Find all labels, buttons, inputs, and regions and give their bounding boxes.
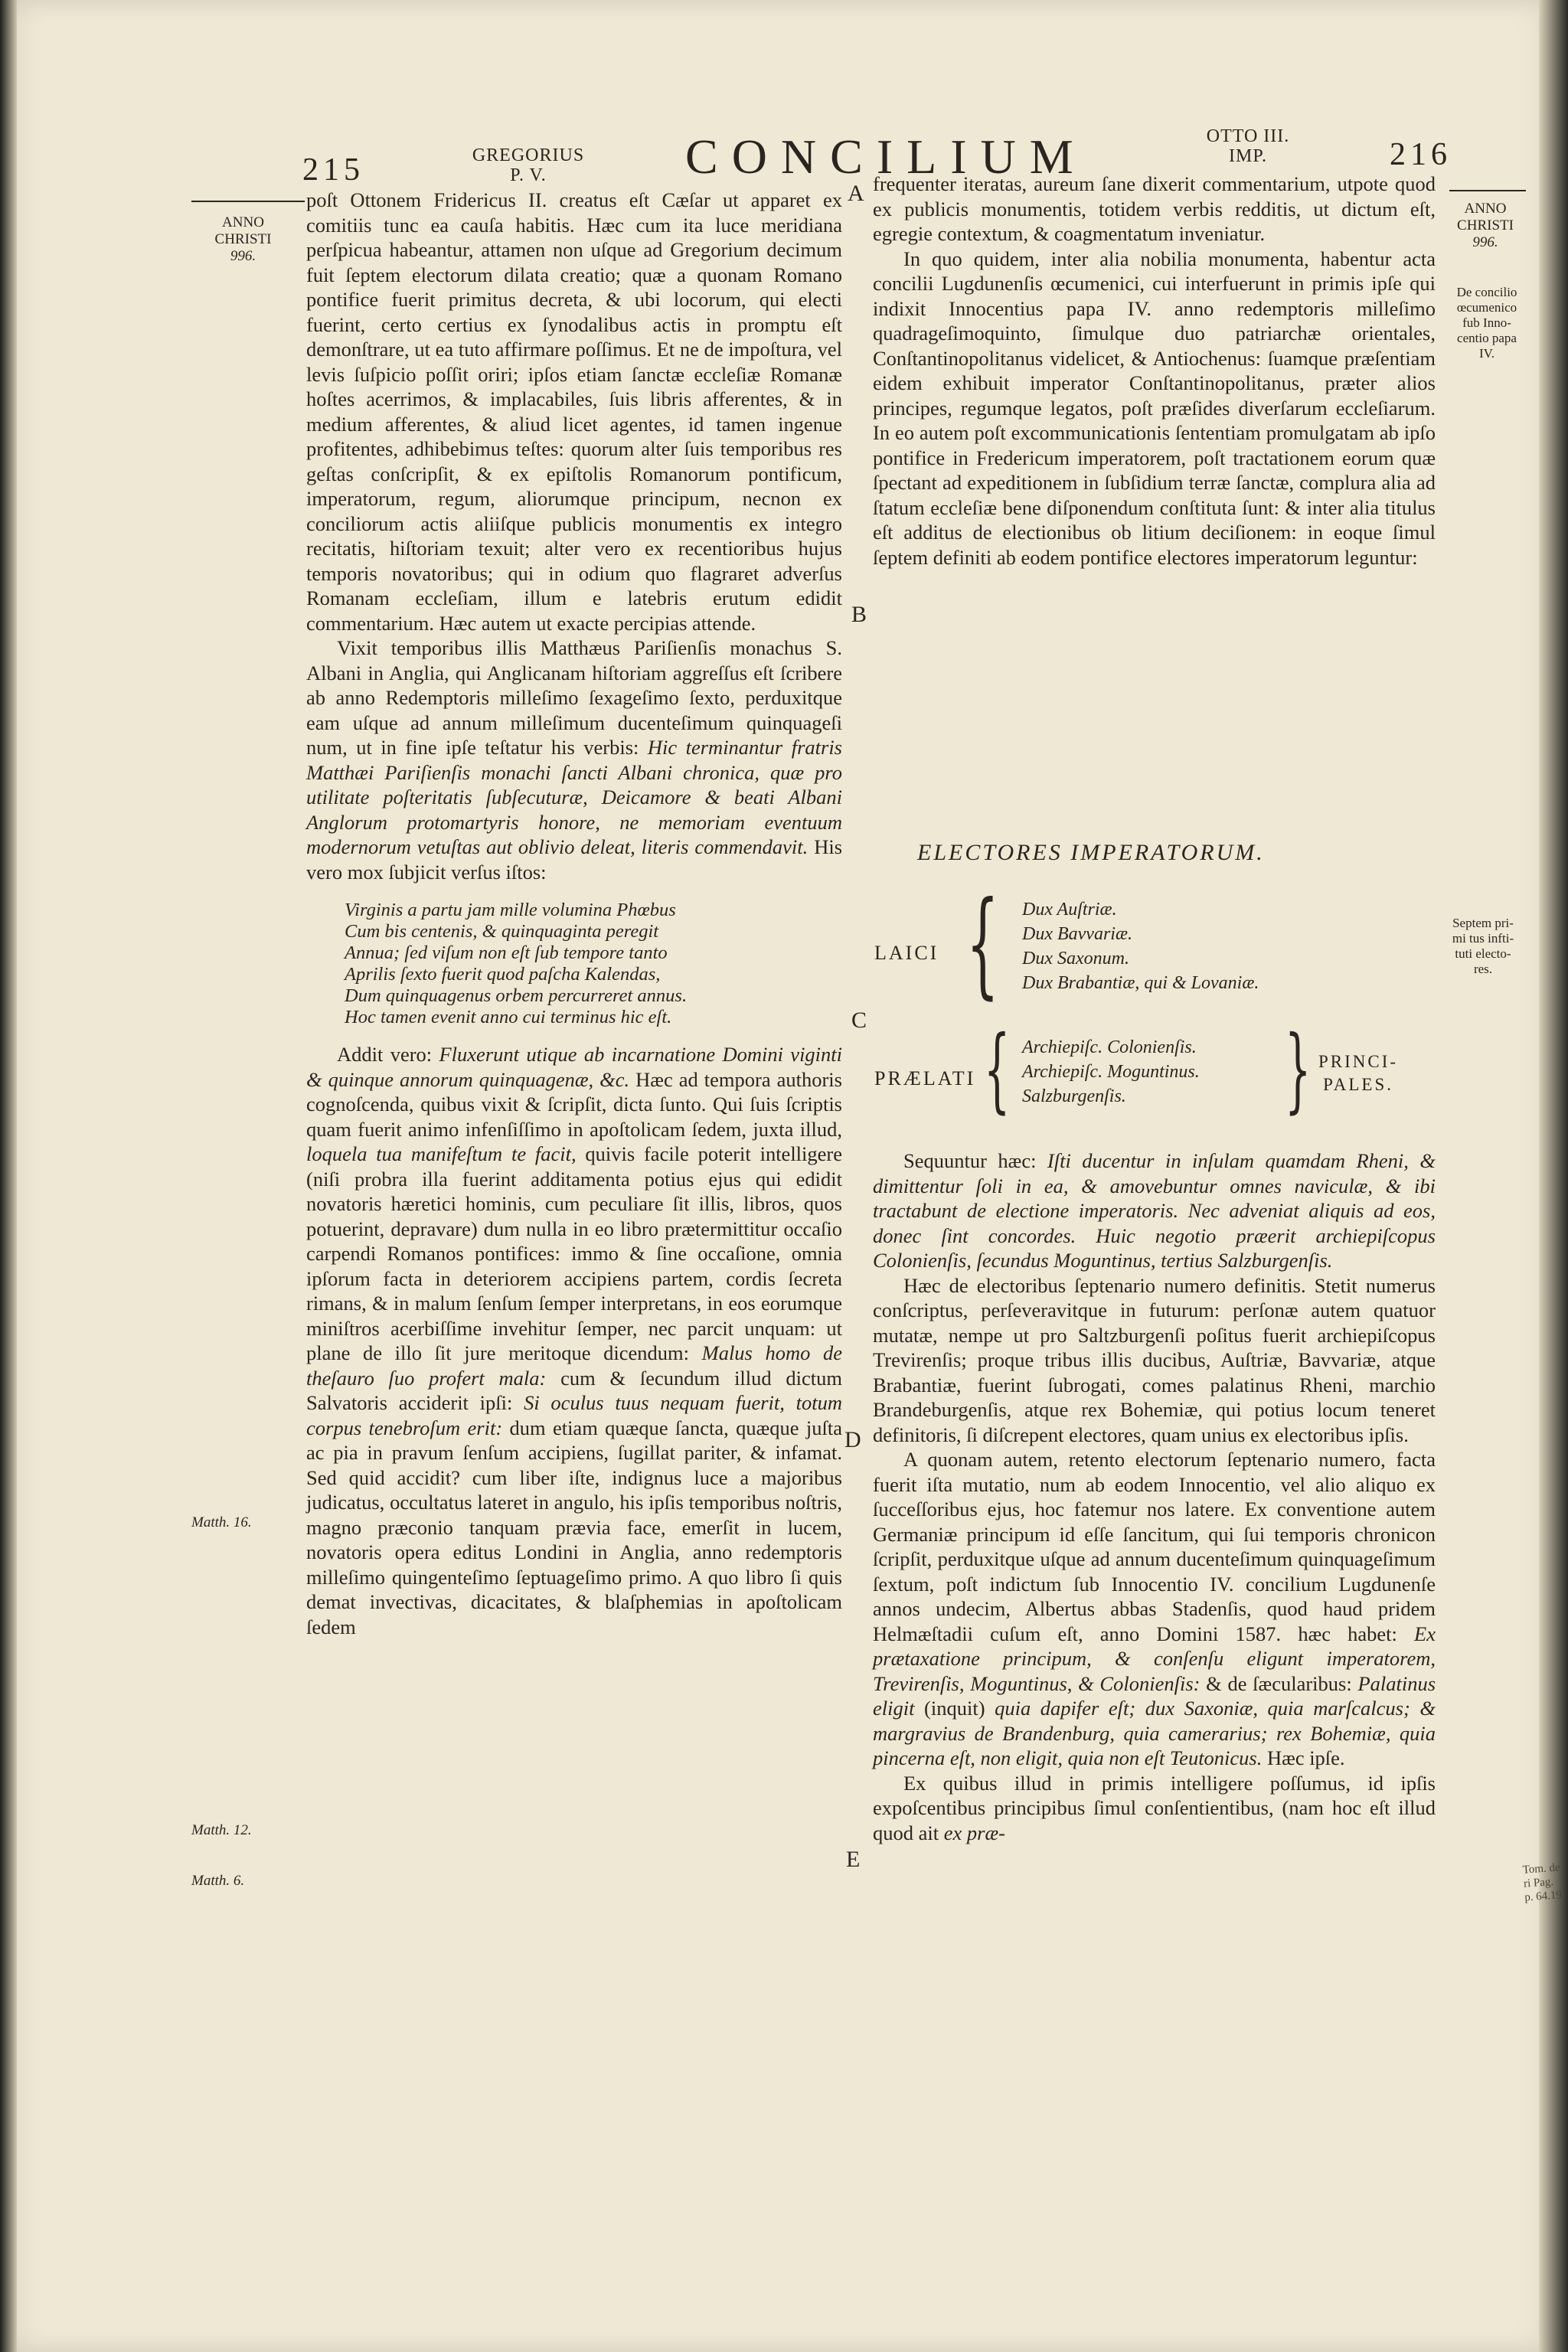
verse-line: Dum quinquagenus orbem percurreret annus. bbox=[345, 985, 688, 1006]
paragraph: In quo quidem, inter alia nobilia monumenta, habentur acta concilii Lugdunenſis œcumenici, cui interfuerunt in primis ipſe qui indixit Innocentius papa IV. anno redemptoris milleſimo quadrageſimoquinto, ſimulque duo patriarchæ orientales, Conſtantinopolitanus videlicet, & Antiochenus: ſuamque præſentiam eidem exhibuit imperator Conſtantinopolitanus, præter alios principes, regumque legatos, poſt præſides diverſarum eccleſiarum. In eo autem poſt excommunicationis ſententiam promulgatam ab ipſo pontifice in Fredericum imperatorem, poſt tractationem eorum quæ ſpectant ad expeditionem in ſubſidium terræ ſanctæ, complura alia ad ſtatum eccleſiæ bene diſponendum conſtituta ſunt: & inter alia titulus eſt additus de electionibus ob litium deciſionem: in eoque ſimul ſeptem definiti ab eodem pontifice electores imperatorum leguntur: bbox=[873, 247, 1436, 569]
running-head-right-line2: IMP. bbox=[1228, 146, 1268, 166]
quotation: Malus homo de theſauro ſuo profert mala: bbox=[306, 1341, 843, 1390]
year-line-1: ANNO bbox=[222, 214, 264, 230]
right-margin-rule bbox=[1449, 190, 1526, 191]
page-title: CONCILIUM bbox=[685, 129, 1087, 184]
text-run: Vixit temporibus illis Matthæus Pariſienſis monachus S. Albani in Anglia, qui Anglicanam hiſtoriam aggreſſus eſt ſcribere ab anno Redemptoris milleſimo ſexageſimo ſexto, perduxitque eam uſque ad annum milleſimum ducenteſimum quinquageſi num, ut in fine ipſe teſtatur his verbis: bbox=[306, 636, 842, 759]
note-line: De concilio bbox=[1456, 285, 1517, 299]
laici-label: LAICI bbox=[874, 942, 939, 964]
elector-item: Salzburgenſis. bbox=[1022, 1086, 1126, 1106]
text-run: His vero mox ſubjicit verſus iſtos: bbox=[306, 835, 843, 884]
stamp-line: ri Pag. bbox=[1523, 1875, 1554, 1890]
right-margin-note-concilium bbox=[1441, 285, 1533, 361]
quotation: Iſti ducentur in inſulam quamdam Rheni, & dimittentur ſoli in ea, & amovebuntur omnes naviculæ, & ibi tractabunt de electione imperatoris. Nec adveniat aliquis ad eos, donec ſint concordes. Huic negotio præerit archiepiſcopus Colonienſis, ſecundus Moguntinus, tertius Salzburgenſis. bbox=[873, 1149, 1436, 1272]
year-line-3: 996. bbox=[230, 248, 256, 264]
paragraph: poſt Ottonem Fridericus II. creatus eſt Cæſar ut apparet ex comitiis tunc ea cauſa habitis. Hæc cum ita luce meridiana perſpicua habeantur, attamen non uſque ad Gregorium decimum fuit ſeptem electorum dilata creatio; quæ a quonam Romano pontifice fuerit primitus decreta, & ubi locorum, qui electi fuerint, certo certius ex ſynodalibus actis in promptu eſt demonſtrare, ut ea tuto affirmare poſſimus. Et ne de impoſtura, vel levis ſuſpicio poſſit oriri; ipſos etiam ſanctæ eccleſiæ Romanæ hoſtes acerrimos, & implacabiles, ſuis libris afferentes, & in medium afferentes, & aliud licet agentes, id tamen ingenue profitentes, adhibebimus teſtes: quorum alter ſuis temporibus res geſtas conſcripſit, & ex epiſtolis Romanorum pontificum, imperatorum, regum, aliorumque principum, necnon ex conciliorum actis aliiſque publicis monumentis ex integro recitatis, hiſtoriam texuit; alter vero ex recentioribus hujus temporis novatoribus; qui in odium quo flagraret adverſus Romanam eccleſiam, illum e latebris erutum edidit commentarium. Hæc autem ut exacte percipias attende. bbox=[306, 188, 842, 635]
page-number-right: 216 bbox=[1390, 137, 1452, 172]
verse-block bbox=[345, 900, 842, 1028]
elector-item: Dux Auſtriæ. bbox=[1022, 900, 1117, 920]
note-line: œcumenico bbox=[1456, 300, 1517, 315]
section-letter-d: D bbox=[844, 1427, 861, 1452]
year-line-1: ANNO bbox=[1464, 201, 1507, 217]
laici-brace: { bbox=[966, 877, 999, 1011]
left-margin-year bbox=[207, 214, 279, 265]
text-run: (inquit) bbox=[924, 1697, 985, 1720]
elector-item: Dux Bavvariæ. bbox=[1022, 924, 1132, 944]
paragraph: Hæc de electoribus ſeptenario numero definitis. Stetit numerus conſcriptus, perſeveravitque in futurum: perſonæ autem quatuor mutatæ, nempe ut pro Saltzburgenſi poſitus fuerit archiepiſcopus Trevirenſis; proque tribus illis ducibus, Auſtriæ, Bavvariæ, atque Brabantiæ, fuerint ſubrogati, comes palatinus Rheni, marchio Brandeburgenſis, atque rex Bohemiæ, qui potius locum teneret definitoris, ſi diſcrepent electores, quam unius ex electoribus ipſis. bbox=[873, 1273, 1436, 1446]
margin-ref-matth12: Matth. 12. bbox=[191, 1822, 252, 1838]
principales-label bbox=[1318, 1050, 1398, 1096]
text-run: dum etiam quæque ſancta, quæque juſta ac pia in pravum ſenſum accipiens, ſugillat pariter, & infamat. Sed quid accidit? cum liber iſte, indignus luce a majoribus judicatus, occultatus lateret in angulo, his ipſis temporibus noſtris, magno præconio tanquam prævia face, emerſit in lucem, novatoris opera editus Londini in Anglia, anno redemptoris milleſimo quingenteſimo ſeptuageſimo primo. A quo libro ſi quis demat invectivas, dicacitates, & blaſphemias in apoſtolicam ſedem bbox=[306, 1416, 843, 1638]
verse-line: Cum bis centenis, & quinquaginta peregit bbox=[345, 921, 659, 942]
electores-title: ELECTORES IMPERATORUM. bbox=[917, 840, 1265, 865]
stamp-line: Tom. de bbox=[1522, 1861, 1561, 1877]
quotation: Si oculus tuus nequam fuerit, totum corpus tenebroſum erit: bbox=[306, 1391, 843, 1439]
quotation: Ex prætaxatione principum, & conſenſu eligunt imperatorem, Trevirenſis, Moguntinus, & Colonienſis: bbox=[873, 1622, 1436, 1695]
right-column-top bbox=[873, 172, 1436, 570]
verse-line: Hoc tamen evenit anno cui terminus hic eſt. bbox=[345, 1007, 672, 1027]
stamp-line: p. 64.19 bbox=[1524, 1889, 1563, 1904]
page-number-left: 215 bbox=[302, 152, 364, 188]
section-letter-c: C bbox=[851, 1008, 867, 1033]
text-run: quivis facile poterit intelligere (niſi probra illa fuerint additamenta potius ejus qui edidit novatoris hæretici hominis, cum peculiare ſit illis, libros, quos potuerint, depravare) dum nulla in eo libro prætermittitur occaſio carpendi Romanos pontifices: immo & ſine occaſione, omnia ipſorum facta in deteriorem accipiens partem, cordis ſecreta rimans, & in malum ſenſum ſemper interpretans, in eos eorumque miniſtros acerbiſſime invehitur ſemper, nec parcit unquam: ut plane de illo ſit jure meritoque dicendum: bbox=[306, 1142, 843, 1364]
right-margin-year bbox=[1447, 201, 1524, 251]
running-head-left-line2: P. V. bbox=[510, 165, 547, 185]
margin-ref-matth6: Matth. 6. bbox=[191, 1873, 245, 1889]
year-line-2: CHRISTI bbox=[214, 231, 272, 247]
text-run: cum & ſecundum illud dictum Salvatoris acciderit ipſi: bbox=[306, 1366, 842, 1414]
text-run: A quonam autem, retento electorum ſeptenario numero, facta fuerit iſta mutatio, num ab eodem Innocentio, vel alio aliquo ex ſucceſſoribus ejus, hoc fatemur nos latere. Ex conventione autem Germaniæ principum id eſſe ſancitum, qui ſui temporis chronicon ſcripſit, perduxitque uſque ad annum ducenteſimum quinquageſimum ſextum, poſt indictum ſub Innocentio IV. concilium Lugdunenſe annos undecim, Albertus abbas Stadenſis, quod haud pridem Helmæſtadii cuſum eſt, anno Domini 1587. hæc habet: bbox=[873, 1448, 1436, 1645]
laici-list bbox=[1022, 897, 1259, 995]
quotation: Fluxerunt utique ab incarnatione Domini viginti & quinque annorum quinquagenæ, &c. bbox=[306, 1043, 843, 1091]
paragraph bbox=[873, 1148, 1436, 1273]
library-stamp bbox=[1522, 1860, 1563, 1904]
elector-item: Archiepiſc. Moguntinus. bbox=[1022, 1062, 1200, 1082]
verse-line: Aprilis ſexto fuerit quod paſcha Kalendas, bbox=[345, 964, 661, 985]
note-line: fub Inno- bbox=[1462, 315, 1511, 330]
principales-line: PRINCI- bbox=[1318, 1052, 1399, 1071]
elector-item: Dux Brabantiæ, qui & Lovaniæ. bbox=[1022, 973, 1259, 993]
running-head-left-line1: GREGORIUS bbox=[472, 145, 585, 165]
running-head-left bbox=[459, 145, 597, 185]
left-margin-rule bbox=[191, 201, 305, 202]
elector-item: Dux Saxonum. bbox=[1022, 949, 1129, 969]
margin-ref-matth16: Matth. 16. bbox=[191, 1514, 252, 1530]
text-run: Ex quibus illud in primis intelligere poſſumus, id ipſis expoſcentibus principibus ſimul conſentientibus, (nam hoc eſt illud quod ait bbox=[873, 1771, 1436, 1844]
verse-line: Annua; ſed viſum non eſt ſub tempore tanto bbox=[345, 942, 668, 963]
paragraph bbox=[873, 1447, 1436, 1771]
section-letter-a: A bbox=[848, 181, 864, 206]
principales-line: PALES. bbox=[1323, 1075, 1393, 1094]
quotation: Palatinus eligit bbox=[873, 1671, 1436, 1720]
year-line-3: 996. bbox=[1472, 234, 1498, 250]
text-run: Hæc ipſe. bbox=[1267, 1746, 1345, 1769]
right-column-bottom bbox=[873, 1148, 1436, 1845]
text-run: Hæc ad tempora authoris cognoſcenda, quibus vixit & ſcripſit, dicta ſunto. Qui ſuis ſcriptis quam fuerit animo infenſiſſimo in apoſtolicam ſedem, juxta illud, bbox=[306, 1067, 842, 1141]
verse-line: Virginis a partu jam mille volumina Phœbus bbox=[345, 900, 676, 920]
praelati-brace: { bbox=[984, 1017, 1011, 1123]
paragraph bbox=[306, 1042, 842, 1639]
text-run: & de ſæcularibus: bbox=[1206, 1671, 1352, 1695]
note-line: IV. bbox=[1479, 346, 1494, 361]
quotation: Hic terminantur fratris Matthæi Pariſienſis monachi ſancti Albani chronica, quæ pro utilitate poſteritatis ſubſecuturæ, Deicamore & beati Albani Anglorum protomartyris honore, ne memoriam eventuum modernorum vetuſtas aut oblivio deleat, literis commendavit. bbox=[306, 736, 842, 858]
note-line: tuti electo- bbox=[1455, 946, 1511, 961]
praelati-label: PRÆLATI bbox=[874, 1067, 976, 1089]
elector-item: Archiepiſc. Colonienſis. bbox=[1022, 1037, 1197, 1057]
paragraph bbox=[873, 1771, 1436, 1846]
note-line: mi tus infti- bbox=[1452, 931, 1514, 946]
section-letter-e: E bbox=[846, 1847, 861, 1872]
note-line: centio papa bbox=[1457, 331, 1517, 345]
text-run: Sequuntur hæc: bbox=[903, 1149, 1037, 1172]
note-line: Septem pri- bbox=[1452, 916, 1514, 930]
text-run: Addit vero: bbox=[337, 1043, 433, 1066]
paragraph: frequenter iteratas, aureum ſane dixerit commentarium, utpote quod ex publicis monumentis, totidem verbis redditis, ut dictum eſt, egregie contextum, & coagmentatum inveniatur. bbox=[873, 172, 1436, 245]
quotation: loquela tua manifeſtum te facit, bbox=[306, 1142, 577, 1165]
running-head-right bbox=[1194, 126, 1302, 166]
quotation: ex præ- bbox=[943, 1821, 1005, 1844]
quotation: quia dapifer eſt; dux Saxoniæ, quia marſcalcus; & margravius de Brandenburg, quia camerarius; rex Bohemiæ, quia pincerna eſt, non eligit, quia non eſt Teutonicus. bbox=[873, 1697, 1436, 1769]
paragraph bbox=[306, 635, 842, 884]
note-line: res. bbox=[1473, 962, 1493, 976]
praelati-list bbox=[1022, 1035, 1200, 1109]
right-margin-note-electores bbox=[1438, 916, 1528, 977]
page-edge bbox=[1539, 0, 1568, 2352]
principales-brace: } bbox=[1285, 1017, 1312, 1123]
year-line-2: CHRISTI bbox=[1457, 217, 1514, 234]
section-letter-b: B bbox=[851, 602, 867, 627]
binding-gutter bbox=[0, 0, 17, 2352]
running-head-right-line1: OTTO III. bbox=[1206, 126, 1290, 146]
left-column bbox=[306, 188, 842, 1639]
